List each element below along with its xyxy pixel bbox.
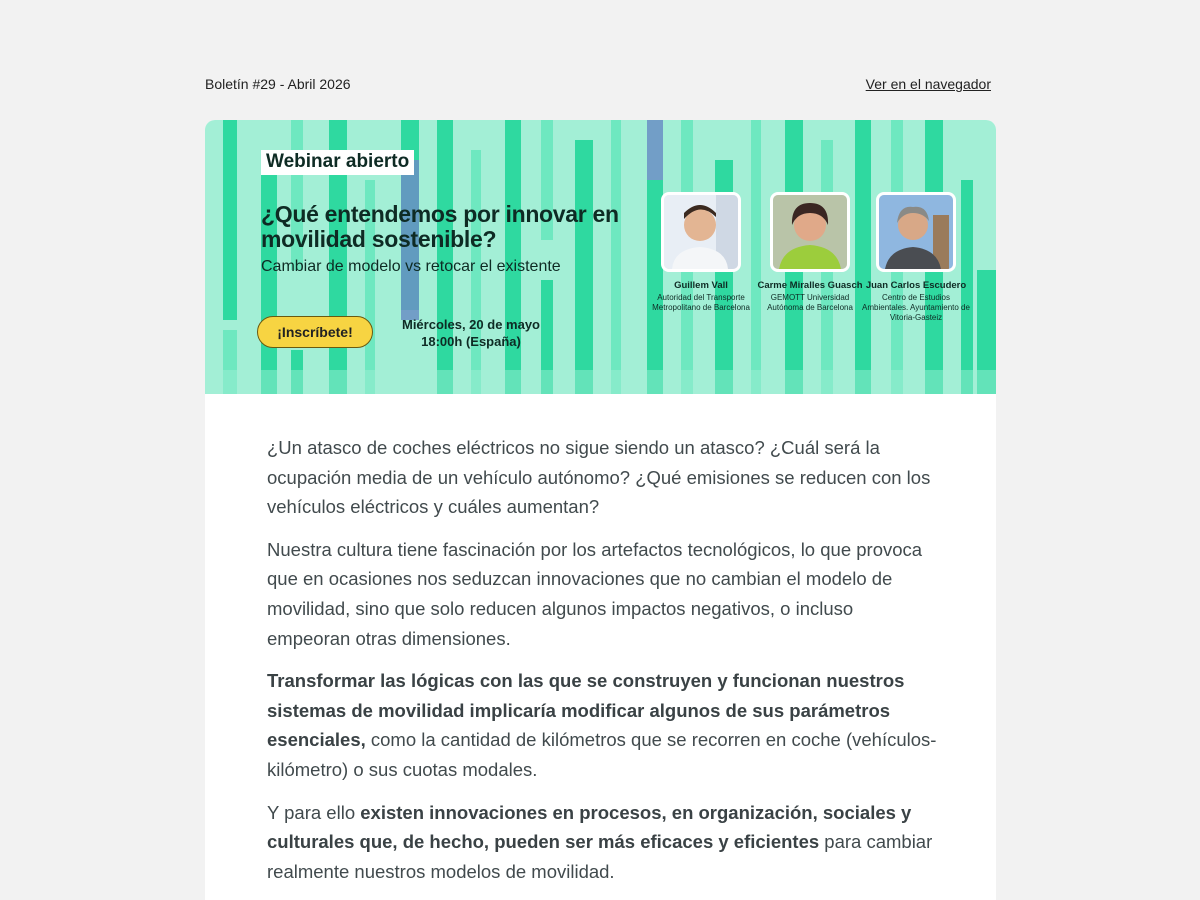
speaker-name: Guillem Vall <box>674 280 728 291</box>
speaker-avatar-icon <box>773 195 847 269</box>
issue-label: Boletín #29 - Abril 2026 <box>205 76 351 92</box>
view-in-browser-link[interactable]: Ver en el navegador <box>865 76 991 92</box>
speaker-avatar-icon <box>879 195 953 269</box>
speaker-affiliation: Autoridad del Transporte Metropolitano de Barcelona <box>652 293 750 312</box>
webinar-time: 18:00h (España) <box>421 334 521 349</box>
speaker-photo <box>661 192 741 272</box>
speaker-avatar-icon <box>664 195 738 269</box>
register-button[interactable]: ¡Inscríbete! <box>257 316 373 348</box>
webinar-banner[interactable] <box>205 120 996 394</box>
paragraph: Nuestra cultura tiene fascinación por los artefactos tecnológicos, lo que provoca que en ocasiones nos seduzcan innovaciones que no cambian el modelo de movilidad, sino que solo reducen algunos impactos negativos, o incluso empeoran otras dimensiones. <box>267 538 923 649</box>
webinar-date: Miércoles, 20 de mayo <box>401 317 540 332</box>
emphasis: Transformar las lógicas con las que se construyen y funcionan nuestros sistemas de movilidad implicaría modificar algunos de sus parámetros esenciales, <box>267 670 905 751</box>
webinar-subtitle: Cambiar de modelo vs retocar el existente <box>261 258 561 275</box>
paragraph-text: para cambiar realmente nuestros modelos de movilidad. <box>267 831 933 882</box>
speaker-card <box>646 192 756 313</box>
article-body <box>267 433 937 899</box>
speaker-photo <box>770 192 850 272</box>
newsletter-card <box>205 120 996 900</box>
speaker-affiliation: GEMOTT Universidad Autónoma de Barcelona <box>767 293 853 312</box>
webinar-title: ¿Qué entendemos por innovar en movilidad sostenible? <box>261 201 619 252</box>
paragraph <box>267 798 937 887</box>
newsletter-header <box>205 74 991 96</box>
speaker-card <box>861 192 971 323</box>
webinar-tag: Webinar abierto <box>261 150 414 175</box>
paragraph-text: como la cantidad de kilómetros que se recorren en coche (vehículos-kilómetro) o sus cuotas modales. <box>267 729 937 780</box>
speaker-affiliation: Centro de Estudios Ambientales. Ayuntamiento de Vitoria-Gasteiz <box>862 293 970 322</box>
webinar-datetime <box>391 316 551 350</box>
speaker-photo <box>876 192 956 272</box>
speaker-card <box>755 192 865 313</box>
paragraph-text: Y para ello <box>267 801 361 823</box>
speaker-name: Juan Carlos Escudero <box>865 280 967 291</box>
speaker-name: Carme Miralles Guasch <box>757 280 863 291</box>
paragraph: ¿Un atasco de coches eléctricos no sigue siendo un atasco? ¿Cuál será la ocupación media de un vehículo autónomo? ¿Qué emisiones se reducen con los vehículos eléctricos y cuáles aumentan? <box>267 437 931 518</box>
emphasis: existen innovaciones en procesos, en organización, sociales y culturales que, de hecho, pueden ser más eficaces y eficientes <box>267 801 912 853</box>
paragraph <box>267 666 937 784</box>
